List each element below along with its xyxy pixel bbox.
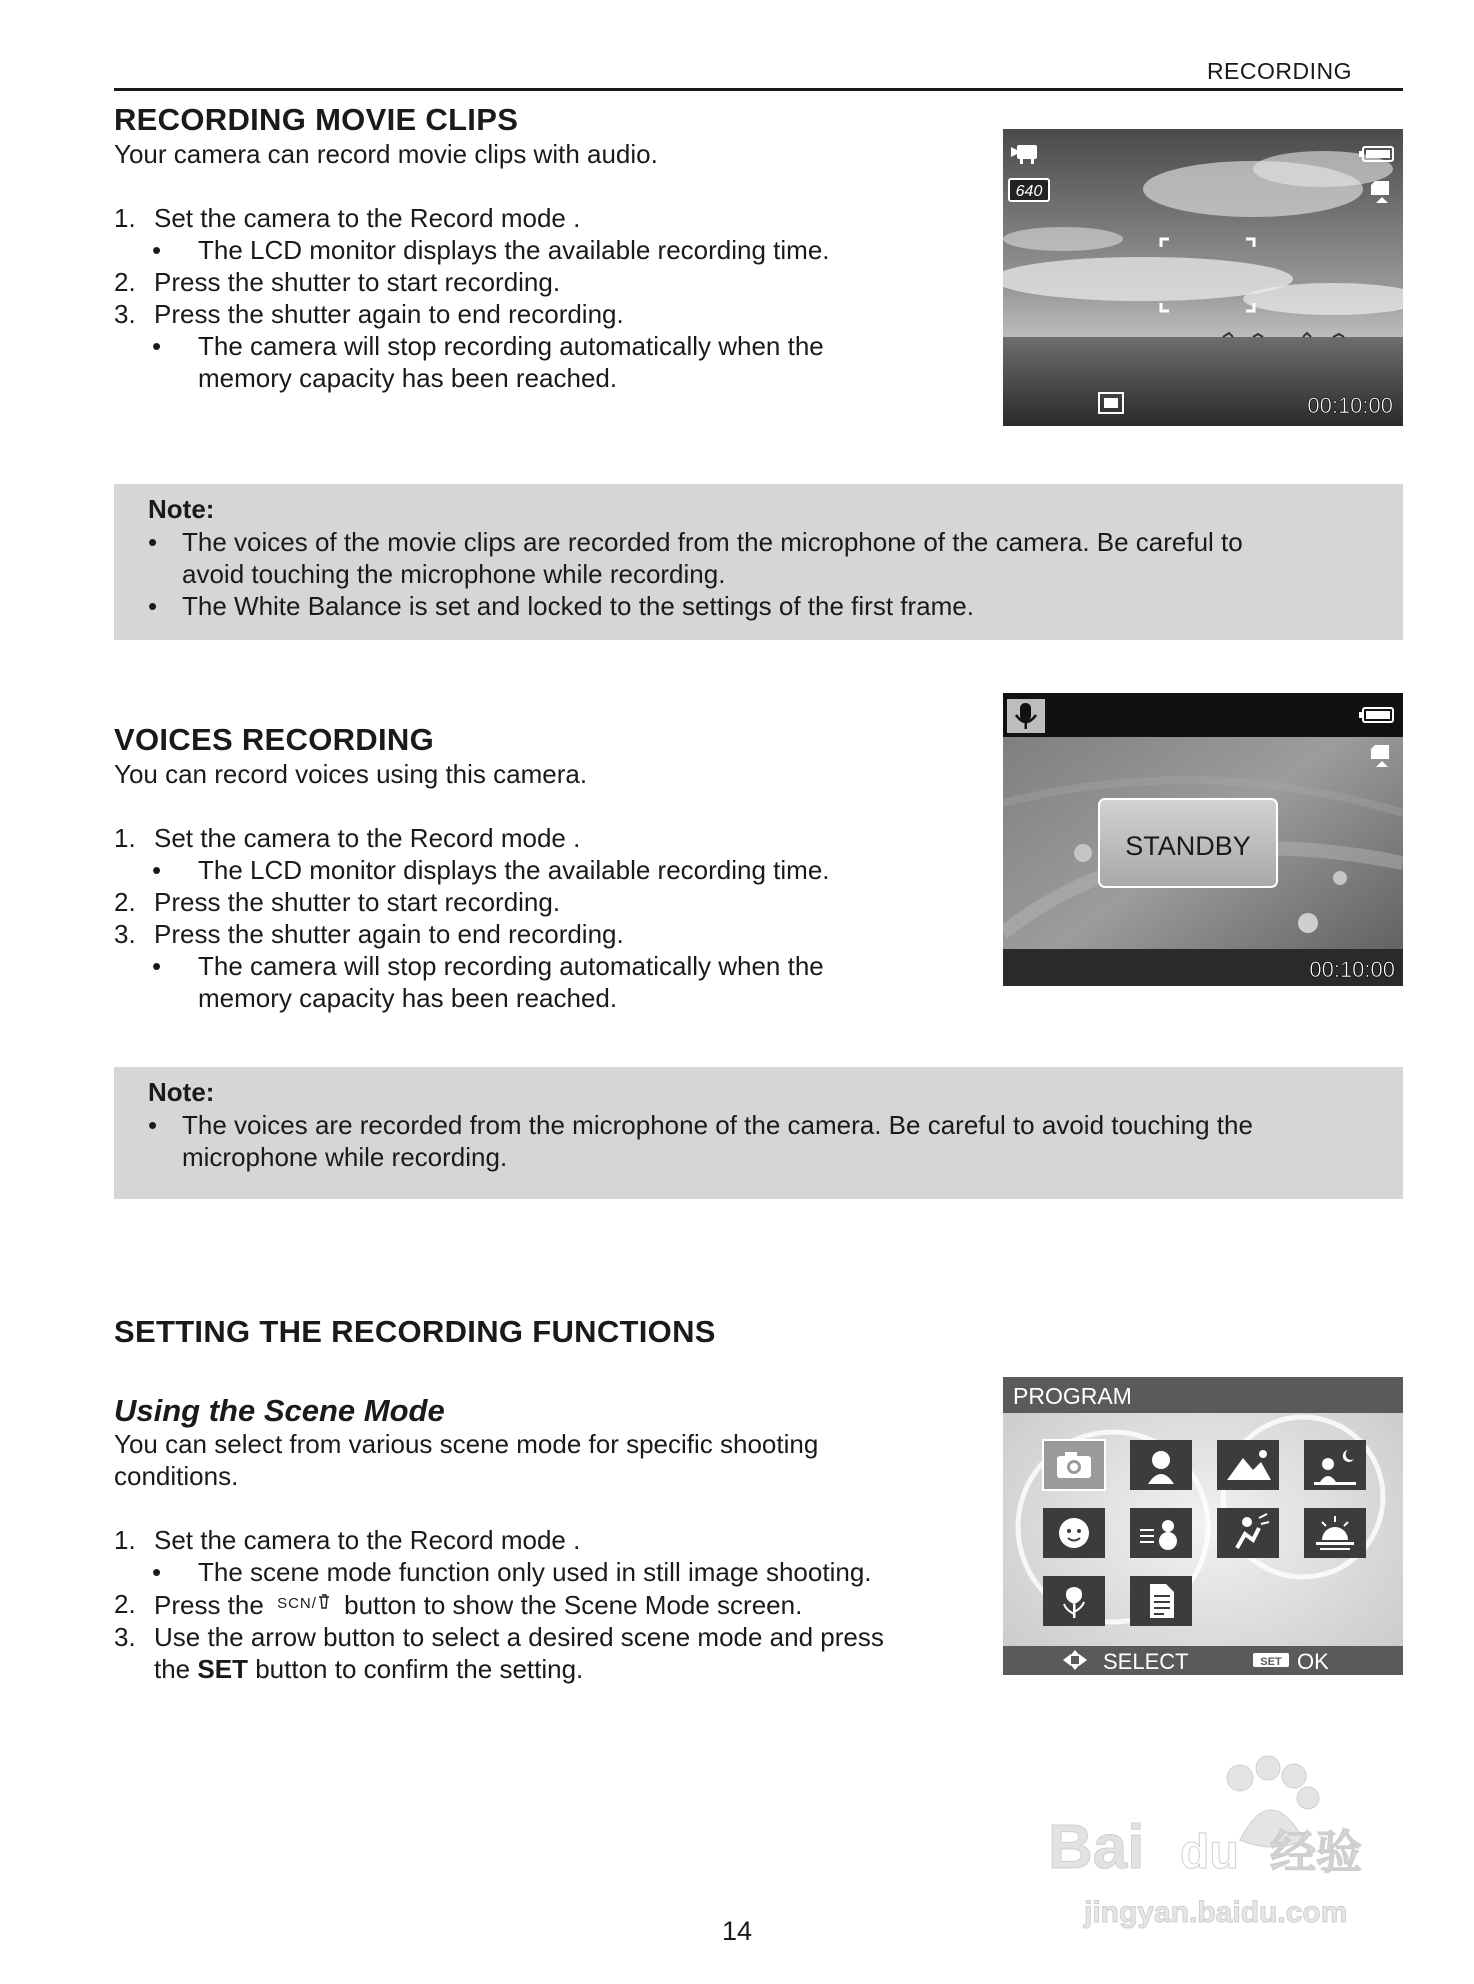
- step-bullet-cont: [114, 362, 830, 394]
- svg-text:Bai: Bai: [1048, 1813, 1145, 1882]
- note-item: • The White Balance is set and locked to the settings of the first frame.: [148, 591, 974, 621]
- svg-text:经验: 经验: [1270, 1825, 1362, 1879]
- voice-steps: [114, 822, 830, 1014]
- trash-icon: [317, 1592, 331, 1610]
- step-row: [114, 202, 830, 234]
- note-title: Note:: [148, 494, 215, 524]
- step-number: 2.: [114, 267, 136, 297]
- baidu-watermark: [1040, 1750, 1400, 1945]
- note-item: • The voices are recorded from the microphone of the camera. Be careful to avoid touching the: [148, 1110, 1253, 1140]
- step-bullet: • The camera will stop recording automatically when the: [152, 331, 824, 361]
- sunset-icon: [1304, 1508, 1366, 1558]
- landscape-icon: [1217, 1440, 1279, 1490]
- section-title-settings: SETTING THE RECORDING FUNCTIONS: [114, 1314, 716, 1349]
- text-document-icon: [1130, 1576, 1192, 1626]
- note-title: Note:: [148, 1077, 215, 1107]
- step-row: 2. Press the SCN/ button to show the Scene Mode screen.: [114, 1589, 803, 1620]
- lcd-scene-mode: [1003, 1377, 1403, 1675]
- camera-icon: [1043, 1440, 1105, 1490]
- resolution-icon: [1009, 179, 1049, 201]
- scn-button-glyph: SCN/: [277, 1588, 331, 1620]
- child-icon: [1043, 1508, 1105, 1558]
- movie-steps: [114, 202, 830, 394]
- step-text: Set the camera to the Record mode .: [154, 203, 581, 233]
- svg-text:du: du: [1180, 1826, 1239, 1879]
- step-text: Press the shutter again to end recording.: [154, 299, 624, 329]
- microphone-icon: [1007, 699, 1045, 733]
- standby-label: STANDBY: [1125, 831, 1251, 861]
- bullet-text: memory capacity has been reached.: [198, 363, 618, 393]
- ok-label: OK: [1297, 1649, 1329, 1674]
- step-bullet: • The LCD monitor displays the available recording time.: [152, 235, 830, 265]
- svg-text:640: 640: [1015, 183, 1043, 200]
- scene-steps: [114, 1524, 884, 1685]
- step-row: [114, 266, 830, 298]
- portrait-icon: [1130, 1440, 1192, 1490]
- page-number: 14: [721, 1916, 753, 1946]
- set-badge: SET: [1260, 1656, 1282, 1668]
- header-rule: [114, 88, 1403, 91]
- step-row: 3. Use the arrow button to select a desired scene mode and press: [114, 1622, 884, 1652]
- snow-icon: [1130, 1508, 1192, 1558]
- scene-intro: You can select from various scene mode for specific shooting conditions.: [114, 1429, 819, 1491]
- step-row: 2. Press the shutter to start recording.: [114, 887, 561, 917]
- bullet-text: The LCD monitor displays the available recording time.: [198, 235, 830, 265]
- subsection-title-scene-mode: Using the Scene Mode: [114, 1393, 445, 1428]
- svg-text:jingyan.baidu.com: jingyan.baidu.com: [1084, 1896, 1348, 1929]
- section-title-movie: RECORDING MOVIE CLIPS: [114, 102, 519, 137]
- voice-intro: You can record voices using this camera.: [114, 759, 588, 789]
- step-bullet-cont: memory capacity has been reached.: [198, 983, 618, 1013]
- recording-time: 00:10:00: [1309, 957, 1395, 982]
- note-item: • The voices of the movie clips are recorded from the microphone of the camera. Be careful to: [148, 527, 1243, 557]
- step-row: 1. Set the camera to the Record mode .: [114, 1525, 581, 1555]
- lcd-title: PROGRAM: [1013, 1383, 1132, 1409]
- note-item-cont: microphone while recording.: [182, 1142, 508, 1172]
- lcd-movie-preview: [1003, 129, 1403, 426]
- note-box-movie: [114, 484, 1403, 640]
- step-text: Press the shutter to start recording.: [154, 267, 561, 297]
- step-row: 3. Press the shutter again to end recording.: [114, 919, 624, 949]
- recording-time: 00:10:00: [1307, 393, 1393, 418]
- select-label: SELECT: [1103, 1649, 1189, 1674]
- step-bullet: • The camera will stop recording automatically when the: [152, 951, 824, 981]
- step-bullet: • The scene mode function only used in still image shooting.: [152, 1557, 872, 1587]
- note-item-cont: avoid touching the microphone while recording.: [182, 559, 726, 589]
- section-title-voice: VOICES RECORDING: [114, 722, 435, 757]
- sports-icon: [1217, 1508, 1279, 1558]
- note-box-voice: [114, 1067, 1403, 1199]
- step-row-cont: the SET button to confirm the setting.: [154, 1654, 584, 1684]
- step-bullet: • The LCD monitor displays the available recording time.: [152, 855, 830, 885]
- lcd-voice-standby: [1003, 693, 1403, 986]
- movie-intro: Your camera can record movie clips with audio.: [114, 139, 658, 169]
- step-row: 1. Set the camera to the Record mode .: [114, 823, 581, 853]
- step-number: 3.: [114, 299, 136, 329]
- bullet-text: The camera will stop recording automatically when the: [198, 331, 824, 361]
- step-number: 1.: [114, 203, 136, 233]
- running-header: RECORDING: [1206, 58, 1352, 84]
- step-row: [114, 298, 830, 330]
- flower-icon: [1043, 1576, 1105, 1626]
- night-scene-icon: [1304, 1440, 1366, 1490]
